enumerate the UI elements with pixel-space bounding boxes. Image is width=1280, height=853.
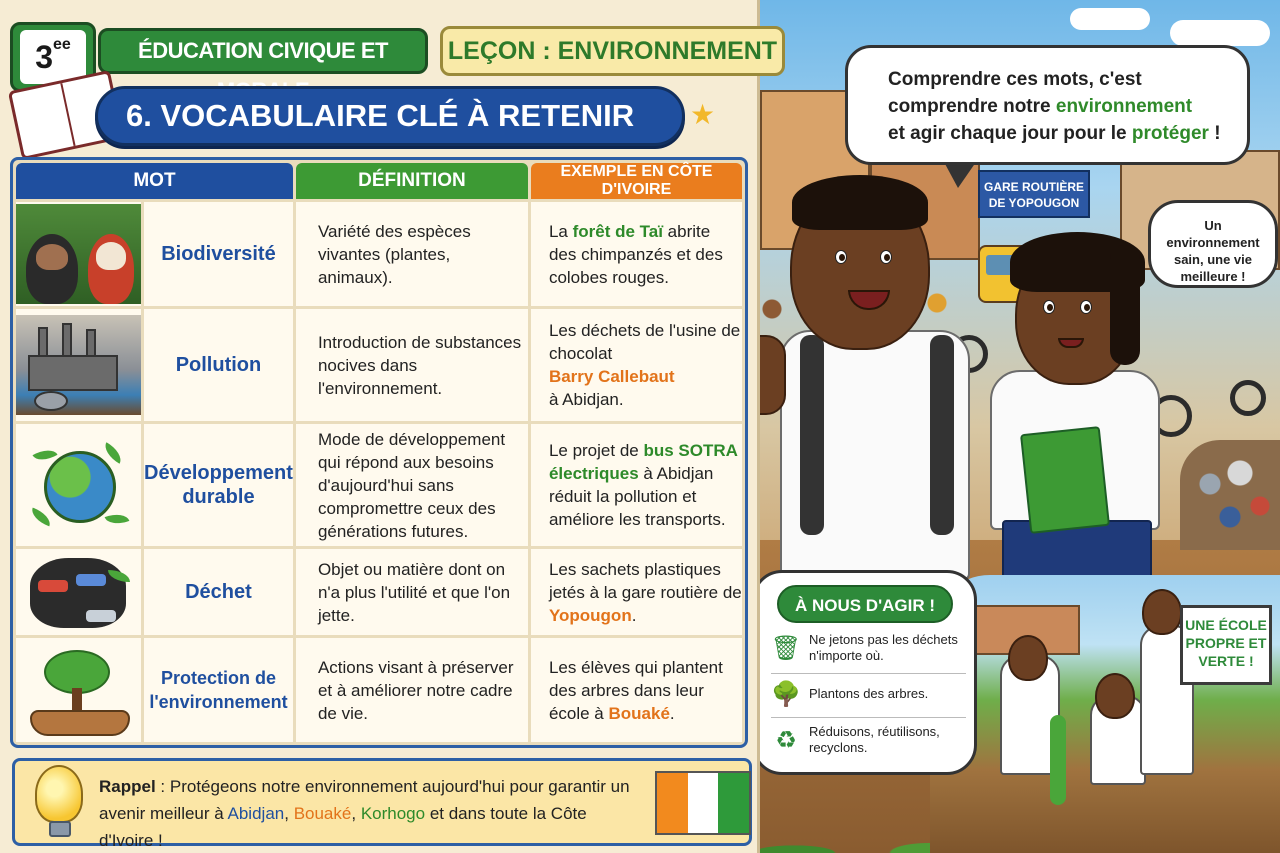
example-text: abrite des chimpanzés et des colobes rouges. xyxy=(548,221,723,287)
main-speech-bubble xyxy=(845,45,1250,165)
vocab-definition: Variété des espèces vivantes (plantes, animaux). xyxy=(296,202,528,306)
reminder-box xyxy=(12,758,752,850)
flag-stripe-green xyxy=(718,773,749,833)
section-title: 6. VOCABULAIRE CLÉ À RETENIR xyxy=(95,86,685,146)
example-text: à Abidjan réduit la pollution et améliore les transports. xyxy=(548,464,726,529)
vocab-definition: Mode de développement qui répond aux besoins d'aujourd'hui sans compromettre ceux des générations futures. xyxy=(296,424,528,546)
cote-divoire-flag xyxy=(655,771,751,835)
speech-highlight: protéger xyxy=(1131,123,1209,144)
flag-stripe-orange xyxy=(657,773,688,833)
example-text: Le projet de xyxy=(548,441,644,460)
speech-text: ! xyxy=(1208,123,1221,144)
tree-icon: 🌳 xyxy=(771,680,801,708)
factory-icon xyxy=(16,315,141,415)
example-highlight: bus SOTRA électriques xyxy=(548,441,738,483)
grade-suffix: ee xyxy=(53,36,71,53)
gare-routiere-sign: GARE ROUTIÈRE DE YOPOUGON xyxy=(978,170,1090,218)
vocab-example xyxy=(531,202,742,306)
vocab-example xyxy=(531,424,742,546)
city-abidjan: Abidjan xyxy=(227,804,285,823)
table-row xyxy=(16,424,742,546)
vocab-definition: Introduction de substances nocives dans l'environnement. xyxy=(296,309,528,421)
reminder-label: Rappel xyxy=(99,777,156,796)
example-highlight: Bouaké xyxy=(608,703,670,723)
lightbulb-icon xyxy=(35,765,83,823)
action-item xyxy=(769,723,969,757)
green-notebook xyxy=(1020,426,1110,534)
table-row xyxy=(16,309,742,421)
vocab-word: Biodiversité xyxy=(144,202,293,306)
city-korhogo: Korhogo xyxy=(360,804,426,823)
city-bouake: Bouaké xyxy=(293,804,352,823)
reminder-text: Rappel : Protégeons notre environnement aujourd'hui pour garantir un avenir meilleur à Abidjan, Bouaké, Korhogo et dans toute la Côte d'Ivoire ! xyxy=(99,777,630,850)
example-text: La xyxy=(548,221,573,241)
example-highlight: forêt de Taï xyxy=(572,221,663,241)
ecole-propre-sign: UNE ÉCOLE PROPRE ET VERTE ! xyxy=(1180,605,1272,685)
grade-number: 3 xyxy=(35,39,53,75)
table-row xyxy=(16,638,742,742)
green-earth-icon xyxy=(16,435,141,535)
table-row xyxy=(16,549,742,635)
speech-line-1: Comprendre ces mots, c'est xyxy=(888,69,1142,90)
example-text: Les déchets de l'usine de chocolat xyxy=(548,321,741,363)
table-row xyxy=(16,202,742,306)
motorcycle-wheel xyxy=(1230,380,1266,416)
vocab-word: Pollution xyxy=(144,309,293,421)
speech-text: et agir chaque jour pour le xyxy=(888,123,1132,144)
column-header-exemple: EXEMPLE EN CÔTE D'IVOIRE xyxy=(531,163,742,199)
subject-label: ÉDUCATION CIVIQUE ET xyxy=(98,28,428,74)
speech-line-3 xyxy=(888,120,1231,147)
star-icon: ★ xyxy=(690,99,716,130)
action-item xyxy=(769,677,969,711)
example-text: Les sachets plastiques jetés à la gare routière de xyxy=(548,559,742,602)
row-image xyxy=(16,309,141,421)
reminder-end: et dans toute la Côte d'Ivoire ! xyxy=(99,804,587,850)
row-image xyxy=(16,549,141,635)
recycle-icon: ♻ xyxy=(775,726,797,754)
action-item xyxy=(769,631,969,665)
action-panel-title: À NOUS D'AGIR ! xyxy=(777,585,953,623)
vocab-example xyxy=(531,549,742,635)
flag-stripe-white xyxy=(688,773,719,833)
trash-pile xyxy=(1180,440,1280,550)
example-text: . xyxy=(631,605,637,625)
row-image xyxy=(16,424,141,546)
vocab-word: Développement durable xyxy=(144,424,293,546)
vocab-definition: Actions visant à préserver et à améliorer notre cadre de vie. xyxy=(296,638,528,742)
trash-bag-icon xyxy=(16,550,141,634)
speech-text: comprendre notre xyxy=(888,96,1056,117)
example-text: . xyxy=(669,703,675,723)
vocab-example xyxy=(531,638,742,742)
row-image xyxy=(16,202,141,306)
chimpanzee-icon xyxy=(16,204,141,304)
vocab-definition: Objet ou matière dont on n'a plus l'utilité et que l'on jette. xyxy=(296,549,528,635)
action-panel xyxy=(752,570,977,775)
speech-highlight: environnement xyxy=(1055,96,1193,117)
vocab-word: Protection de l'environnement xyxy=(144,638,293,742)
reminder-body: Protégeons notre environnement aujourd'hui pour garantir un avenir meilleur à xyxy=(99,777,630,823)
action-item-text: Ne jetons pas les déchets n'importe où. xyxy=(809,632,958,663)
vocabulary-table xyxy=(10,157,748,748)
trash-bin-icon: 🗑 xyxy=(770,634,802,662)
vocab-example xyxy=(531,309,742,421)
example-highlight: Barry Callebaut xyxy=(548,367,675,386)
action-item-text: Réduisons, réutilisons, recyclons. xyxy=(809,724,940,755)
example-text: à Abidjan. xyxy=(548,390,624,409)
column-header-definition: DÉFINITION xyxy=(296,163,528,199)
lesson-label: LEÇON : ENVIRONNEMENT xyxy=(440,26,785,76)
vocab-word: Déchet xyxy=(144,549,293,635)
row-image xyxy=(16,638,141,742)
example-highlight: Yopougon xyxy=(548,605,632,625)
small-speech-bubble: Un environnement sain, une vie meilleure ! xyxy=(1148,200,1278,288)
speech-line-2 xyxy=(888,93,1231,120)
action-item-text: Plantons des arbres. xyxy=(809,686,929,701)
example-text: Les élèves qui plantent des arbres dans leur école à xyxy=(548,657,723,723)
lightbulb-base xyxy=(49,821,71,837)
column-header-mot: MOT xyxy=(16,163,293,199)
tree-in-hand-icon xyxy=(16,640,141,740)
